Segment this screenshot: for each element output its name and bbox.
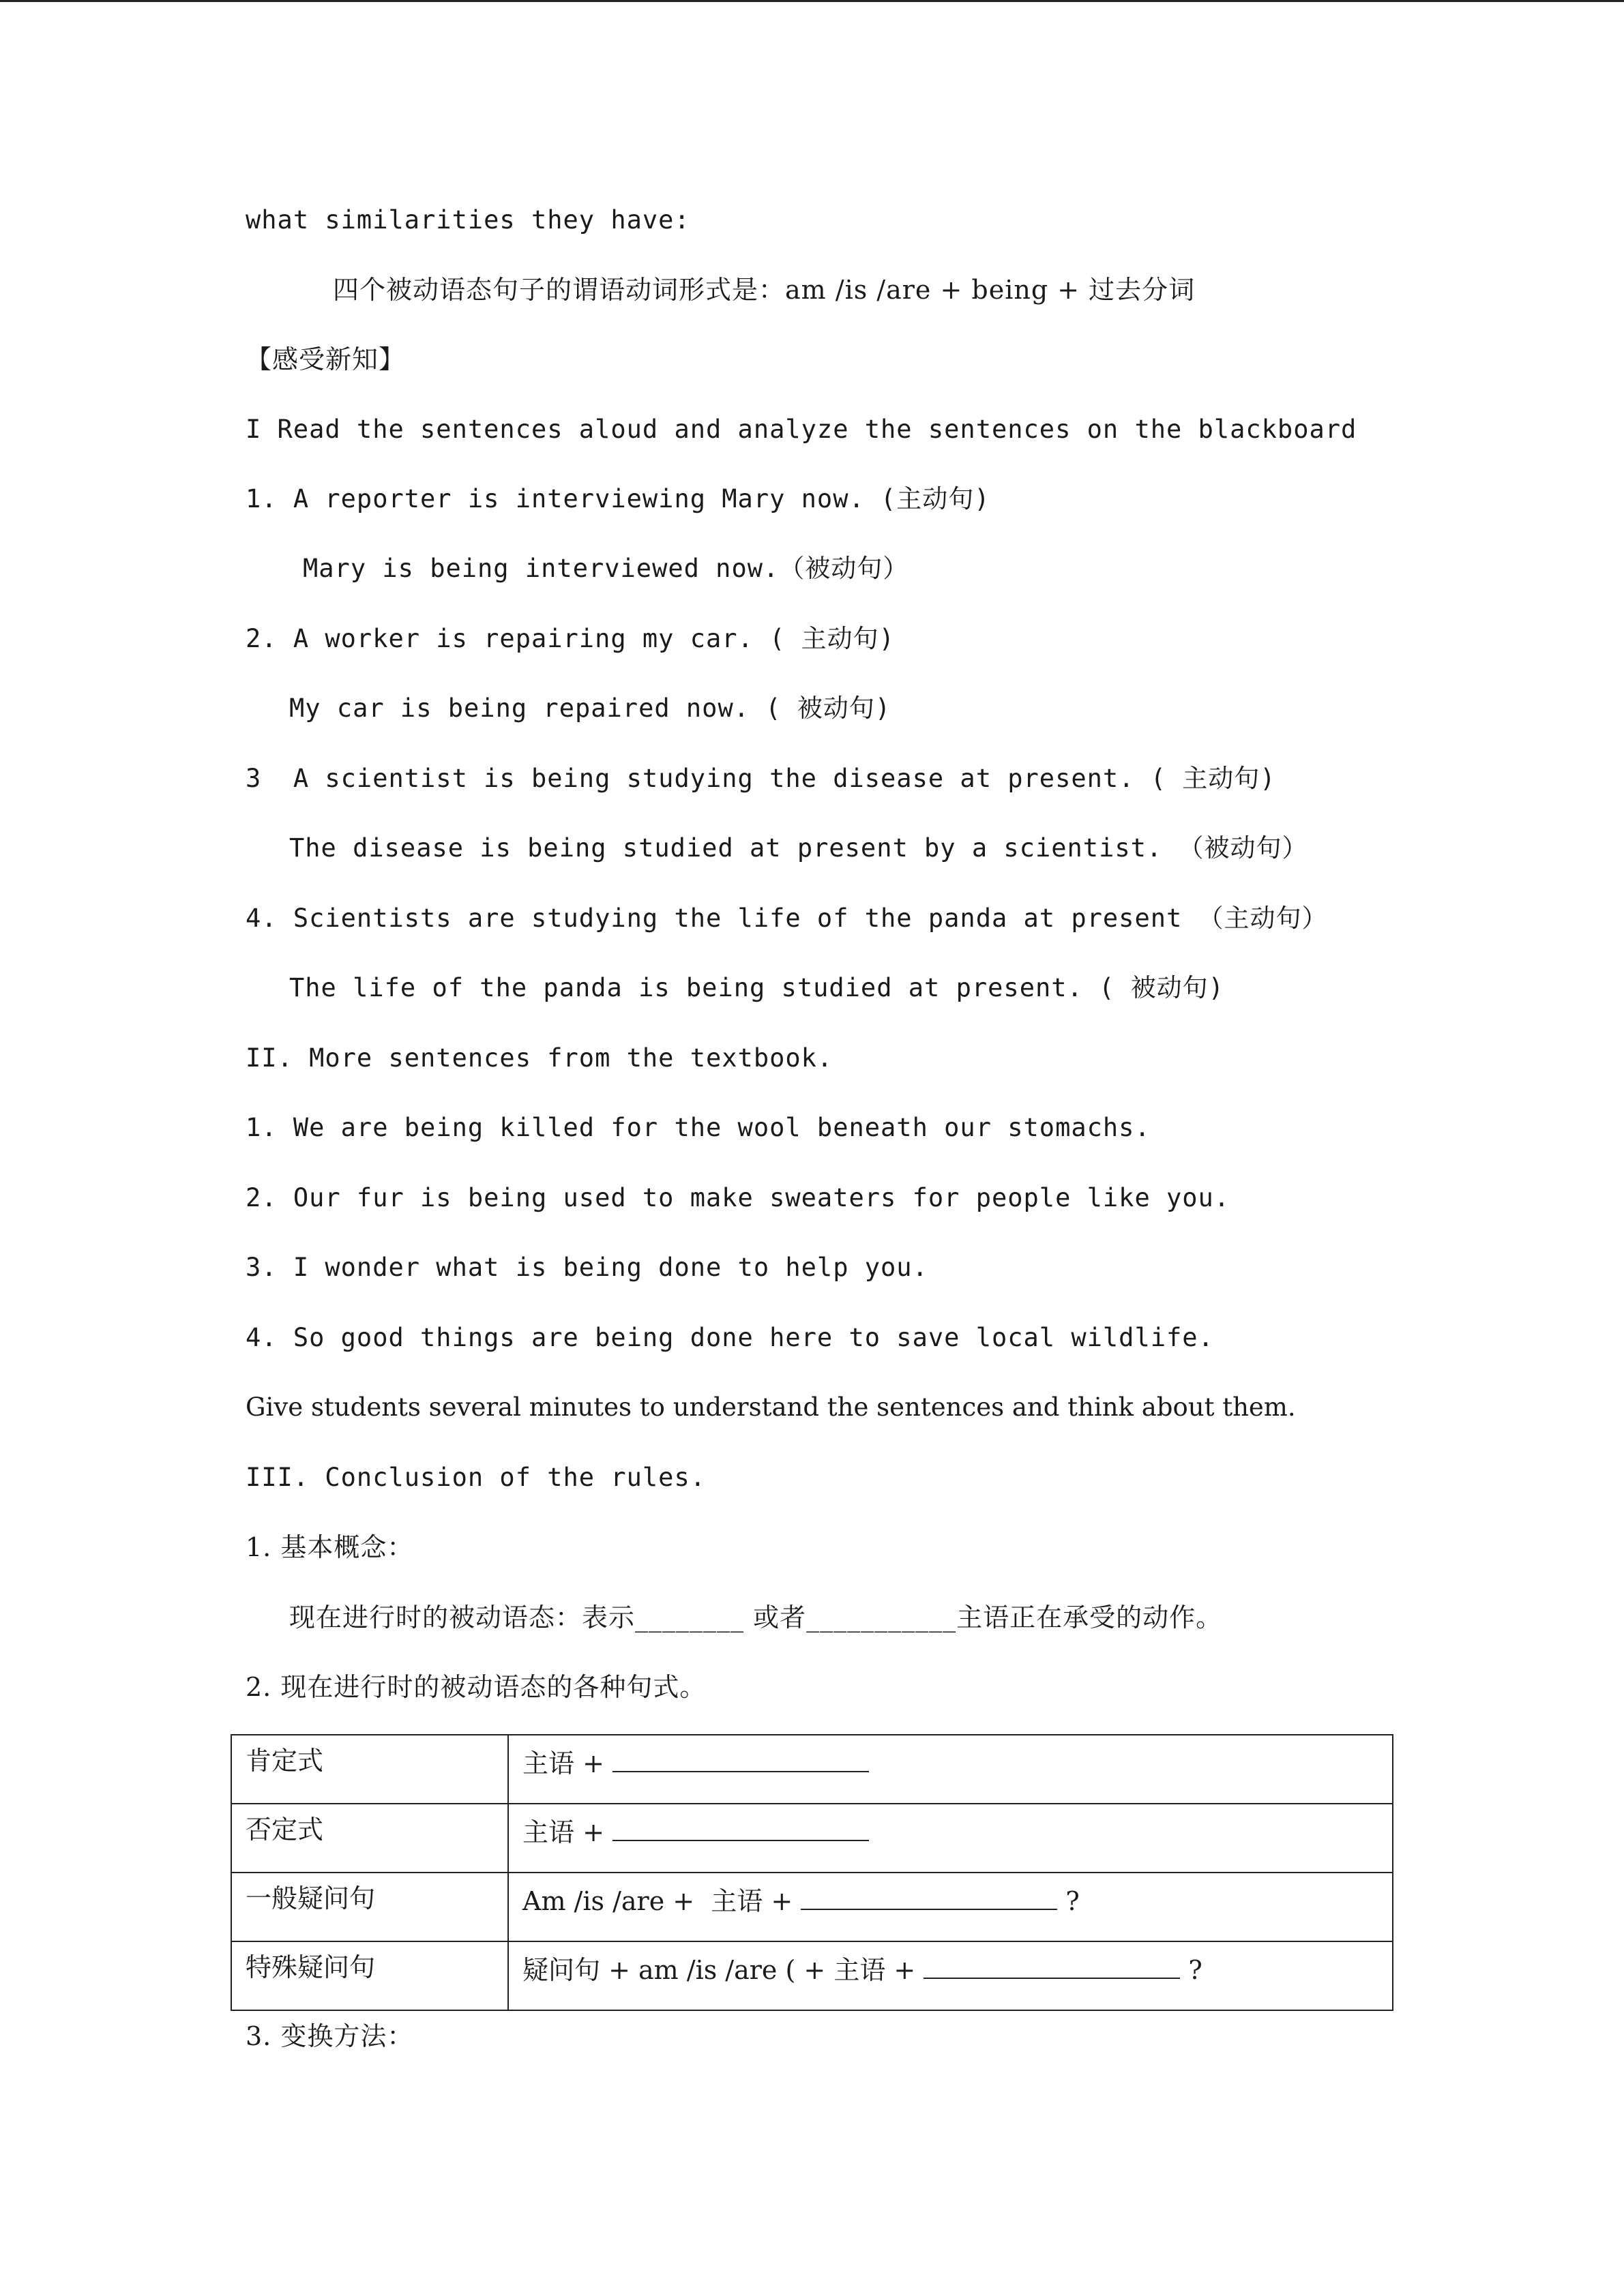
fill-in-blank[interactable] <box>924 1950 1180 1979</box>
sentence-1-active: 1. A reporter is interviewing Mary now. (主动句) <box>246 484 990 513</box>
pattern-prefix: 主语 + <box>522 1817 612 1847</box>
table-row <box>231 1873 1393 1941</box>
pattern-suffix: ? <box>1180 1955 1202 1985</box>
pattern-formula <box>508 1873 1393 1941</box>
sentence-patterns-heading: 2. 现在进行时的被动语态的各种句式。 <box>246 1672 707 1702</box>
basic-concept-heading: 1. 基本概念： <box>246 1532 414 1562</box>
textbook-sentence-2: 2. Our fur is being used to make sweaters for people like you. <box>246 1183 1230 1212</box>
pattern-label: 肯定式 <box>231 1735 508 1804</box>
fill-in-blank[interactable] <box>801 1881 1057 1910</box>
table-row <box>231 1804 1393 1873</box>
pattern-formula <box>508 1735 1393 1804</box>
textbook-sentence-4: 4. So good things are being done here to save local wildlife. <box>246 1323 1214 1352</box>
section-heading-conclusion: III. Conclusion of the rules. <box>246 1463 707 1492</box>
textbook-sentence-3: 3. I wonder what is being done to help you. <box>246 1253 928 1282</box>
fill-in-blank[interactable] <box>612 1744 869 1772</box>
sentence-pattern-table <box>231 1734 1393 2011</box>
pattern-suffix: ? <box>1057 1886 1080 1916</box>
pattern-prefix: 疑问句 + am /is /are ( + 主语 + <box>522 1955 924 1985</box>
task-instruction: I Read the sentences aloud and analyze the sentences on the blackboard <box>246 415 1357 444</box>
pattern-formula <box>508 1804 1393 1873</box>
sentence-3-passive: The disease is being studied at present by a scientist. （被动句） <box>289 833 1308 863</box>
table-row <box>231 1941 1393 2010</box>
sentence-3-active: 3 A scientist is being studying the disease at present. ( 主动句) <box>246 764 1276 793</box>
pattern-formula <box>508 1941 1393 2010</box>
sentence-4-active: 4. Scientists are studying the life of the panda at present （主动句） <box>246 904 1328 933</box>
teacher-note: Give students several minutes to understand the sentences and think about them. <box>246 1392 1296 1422</box>
textbook-sentence-1: 1. We are being killed for the wool beneath our stomachs. <box>246 1113 1151 1142</box>
pattern-prefix: Am /is /are + 主语 + <box>522 1886 801 1916</box>
pattern-label: 一般疑问句 <box>231 1873 508 1941</box>
passive-form-note: 四个被动语态句子的谓语动词形式是：am /is /are + being + 过去分词 <box>333 275 1196 305</box>
conversion-method-heading: 3. 变换方法： <box>246 2021 414 2051</box>
sentence-2-active: 2. A worker is repairing my car. ( 主动句) <box>246 624 895 653</box>
table-row <box>231 1735 1393 1804</box>
section-heading-more-sentences: II. More sentences from the textbook. <box>246 1043 833 1073</box>
fill-in-blank[interactable] <box>612 1813 869 1841</box>
sentence-1-passive: Mary is being interviewed now.（被动句） <box>303 554 909 583</box>
basic-concept-definition: 现在进行时的被动语态：表示________ 或者___________主语正在承受的动作。 <box>289 1602 1223 1632</box>
pattern-label: 特殊疑问句 <box>231 1941 508 2010</box>
pattern-label: 否定式 <box>231 1804 508 1873</box>
sentence-2-passive: My car is being repaired now. ( 被动句) <box>289 694 891 723</box>
pattern-prefix: 主语 + <box>522 1748 612 1778</box>
section-heading-new-knowledge: 【感受新知】 <box>246 344 406 374</box>
sentence-4-passive: The life of the panda is being studied at present. ( 被动句) <box>289 973 1224 1002</box>
intro-line: what similarities they have: <box>246 205 690 235</box>
